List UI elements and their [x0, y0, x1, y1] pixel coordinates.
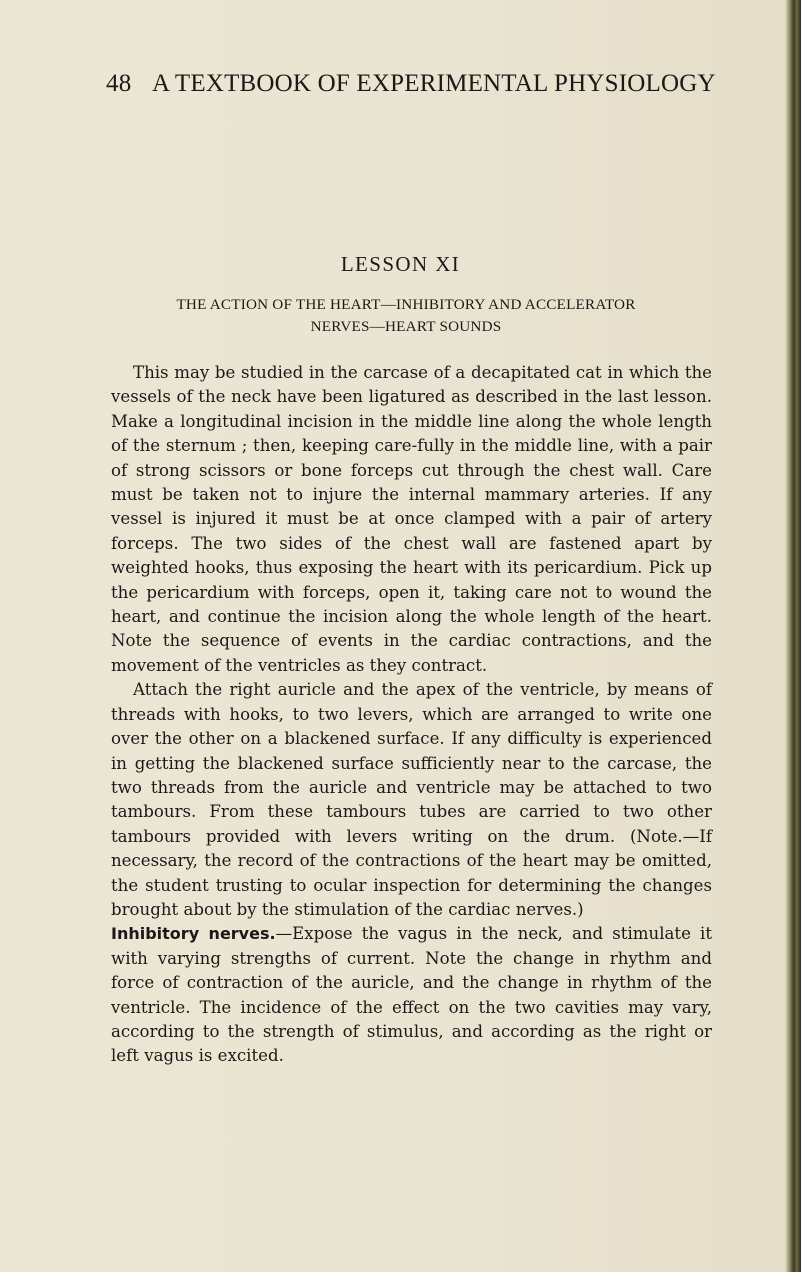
- lesson-subtitle: [140, 294, 672, 338]
- paragraph-1: This may be studied in the carcase of a decapitated cat in which the vessels of the neck have been ligatured as described in the last lesson. Make a longitudinal incision in the middle line along the whole length of the sternum ; then, keeping care-fully in the middle line, with a pair of strong scissors or bone forceps cut through the chest wall. Care must be taken not to injure the internal mammary arteries. If any vessel is injured it must be at once clamped with a pair of artery forceps. The two sides of the chest wall are fastened apart by weighted hooks, thus exposing the heart with its pericardium. Pick up the pericardium with forceps, open it, taking care not to wound the heart, and continue the incision along the whole length of the heart. Note the sequence of events in the cardiac contractions, and the movement of the ventricles as they contract.: [111, 363, 712, 675]
- paragraph-3: [111, 922, 712, 1068]
- lesson-title: LESSON XI: [340, 252, 461, 276]
- paragraph-3-text: —Expose the vagus in the neck, and stimulate it with varying strengths of current. Note the change in rhythm and force of contraction of the auricle, and the change in rhythm of the ventricle. The incidence of the effect on the two cavities may vary, according to the strength of stimulus, and according as the right or left vagus is excited.: [111, 924, 712, 1066]
- running-head: [106, 70, 726, 98]
- page-binding-edge: [785, 0, 801, 1272]
- paragraph-2: Attach the right auricle and the apex of the ventricle, by means of threads with hooks, to two levers, which are arranged to write one over the other on a blackened surface. If any difficulty is experienced in getting the blackened surface sufficiently near to the carcase, the two threads from the auricle and ventricle may be attached to two tambours. From these tambours tubes are carried to two other tambours provided with levers writing on the drum. (Note.—If necessary, the record of the contractions of the heart may be omitted, the student trusting to ocular inspection for determining the changes brought about by the stimulation of the cardiac nerves.): [111, 680, 712, 919]
- inhibitory-nerves-heading: Inhibitory nerves.: [111, 924, 276, 944]
- body-text: [111, 361, 712, 1069]
- page-number: 48: [106, 70, 132, 97]
- lesson-subtitle-line-1: THE ACTION OF THE HEART—INHIBITORY AND ACCELERATOR: [176, 296, 636, 313]
- lesson-subtitle-line-2: NERVES—HEART SOUNDS: [310, 318, 502, 335]
- running-title: A TEXTBOOK OF EXPERIMENTAL PHYSIOLOGY: [152, 70, 716, 97]
